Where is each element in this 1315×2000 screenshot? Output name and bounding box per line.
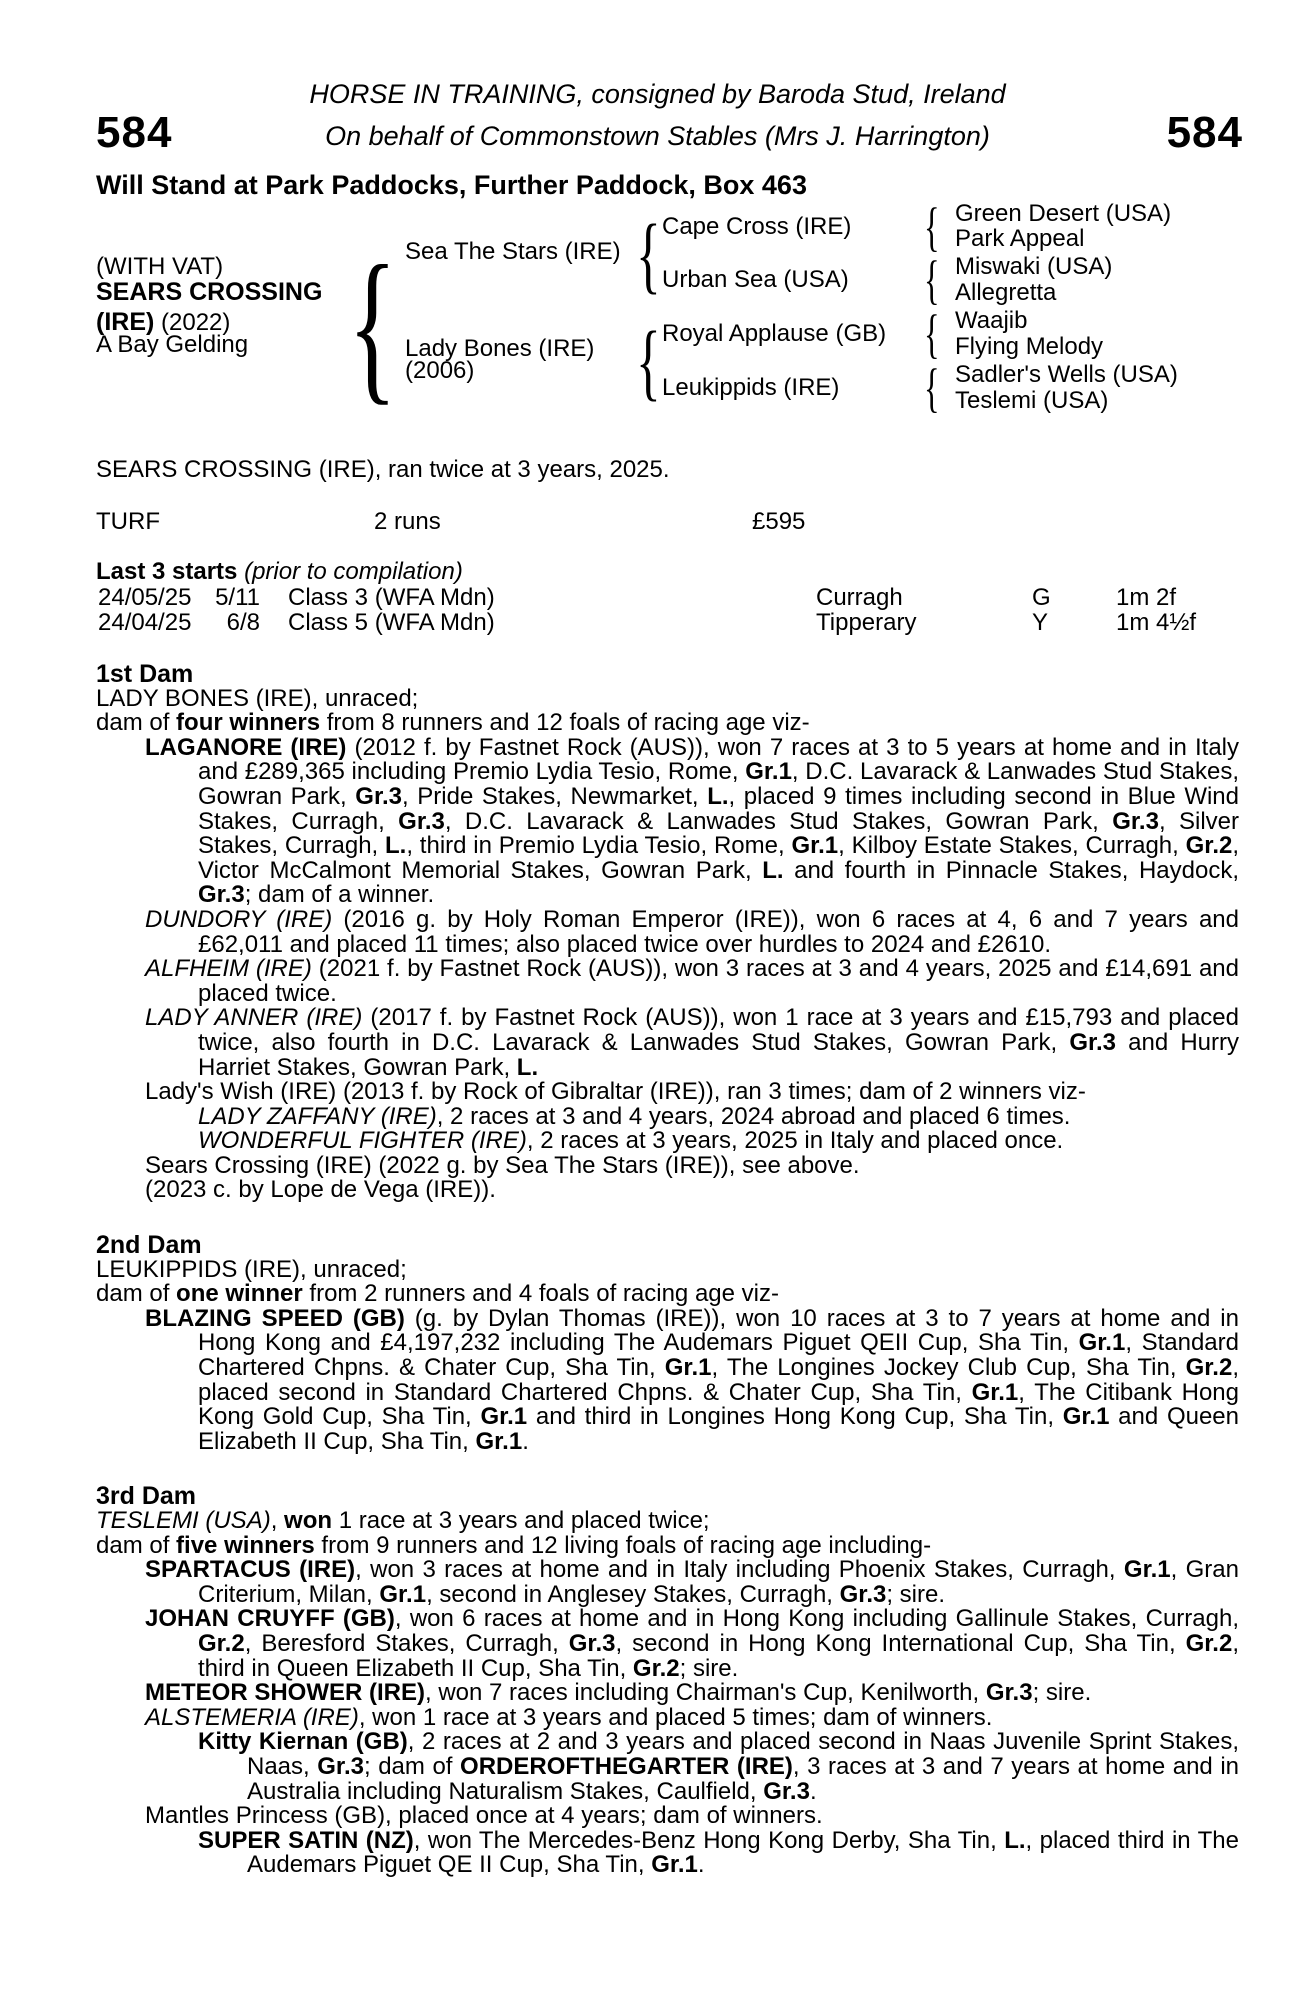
text-segment: . bbox=[809, 1777, 817, 1805]
text-segment: , Beresford Stakes, Curragh, bbox=[244, 1629, 569, 1657]
dam-intro-line bbox=[96, 711, 1239, 736]
text-segment: and third in Longines Hong Kong Cup, Sha Tin, bbox=[527, 1403, 1063, 1431]
text-segment: (2017 f. by Fastnet Rock (AUS)), won 1 race at 3 years and £15,793 and placed twice, also fourth in D.C. Lavarack & Lanwades Stud Stakes, Gowran Park, bbox=[198, 1004, 1240, 1056]
race-stats-row bbox=[96, 510, 1239, 535]
vat-note: (WITH VAT) bbox=[96, 253, 224, 280]
gen3-brace-3: { bbox=[924, 304, 940, 364]
text-segment: ; dam of a winner. bbox=[244, 881, 435, 909]
text-segment: Sears Crossing (IRE) (2022 g. by Sea The Stars (IRE)), see above. bbox=[145, 1151, 860, 1179]
dam-section bbox=[96, 662, 1239, 1203]
text-segment: , 2 races at 3 and 4 years, 2024 abroad and placed 6 times. bbox=[436, 1102, 1071, 1130]
text-segment: Gr.2 bbox=[632, 1654, 680, 1682]
lot-number-left: 584 bbox=[96, 108, 173, 157]
last-starts-heading bbox=[96, 560, 463, 585]
race-going: Y bbox=[1032, 609, 1049, 636]
text-segment: Gr.2 bbox=[198, 1629, 245, 1657]
text-segment: Gr.3 bbox=[1069, 1028, 1117, 1056]
text-segment: from 8 runners and 12 foals of racing age viz- bbox=[320, 709, 810, 737]
text-segment: Gr.3 bbox=[1112, 807, 1159, 835]
text-segment: and Queen Elizabeth II Cup, Sha Tin, bbox=[198, 1403, 1240, 1455]
text-segment: Gr.3 bbox=[763, 1777, 810, 1805]
race-summary-line: SEARS CROSSING (IRE), ran twice at 3 years, 2025. bbox=[96, 456, 670, 483]
dam-heading: 2nd Dam bbox=[96, 1231, 202, 1260]
gen3-name: Miswaki (USA) bbox=[955, 253, 1113, 280]
stand-location-line: Will Stand at Park Paddocks, Further Paddock, Box 463 bbox=[96, 170, 807, 200]
text-segment: dam of bbox=[96, 709, 177, 737]
text-segment: Gr.1 bbox=[480, 1403, 528, 1431]
text-segment: Gr.1 bbox=[791, 832, 839, 860]
surface-label: TURF bbox=[96, 508, 160, 535]
gen3-brace-2: { bbox=[924, 250, 940, 310]
gen3-brace-4: { bbox=[924, 358, 940, 418]
text-segment: ; sire. bbox=[1032, 1679, 1092, 1707]
on-behalf-line: On behalf of Commonstown Stables (Mrs J. Harrington) bbox=[325, 121, 990, 151]
pedigree-entry bbox=[96, 1607, 1239, 1681]
text-segment: from 9 runners and 12 living foals of racing age including- bbox=[314, 1531, 932, 1559]
pedigree-entry bbox=[96, 1304, 1240, 1455]
text-segment: , won 3 races at home and in Italy including Phoenix Stakes, Curragh, bbox=[355, 1556, 1124, 1584]
text-segment: five winners bbox=[176, 1531, 315, 1559]
text-segment: from 2 runners and 4 foals of racing age viz- bbox=[302, 1280, 779, 1308]
text-segment: one winner bbox=[176, 1280, 303, 1308]
gen3-name: Flying Melody bbox=[955, 333, 1104, 360]
dam-heading: 3rd Dam bbox=[96, 1482, 197, 1511]
text-segment: Gr.1 bbox=[651, 1851, 698, 1879]
race-row bbox=[96, 611, 1239, 636]
text-segment: LADY ZAFFANY (IRE) bbox=[198, 1102, 437, 1130]
text-segment: L. bbox=[516, 1053, 539, 1081]
text-segment: JOHAN CRUYFF (GB) bbox=[145, 1605, 395, 1633]
text-segment: , placed second in Standard Chartered Chpns. & Chater Cup, Sha Tin, bbox=[198, 1354, 1239, 1406]
text-segment: ORDEROFTHEGARTER (IRE) bbox=[460, 1752, 793, 1780]
text-segment: ; dam of bbox=[363, 1752, 461, 1780]
horse-year: (2022) bbox=[161, 309, 231, 336]
dam-intro-line bbox=[96, 1509, 1239, 1534]
text-segment: Gr.1 bbox=[1123, 1556, 1171, 1584]
text-segment: dam of bbox=[96, 1280, 177, 1308]
gen2-dam-dam: Leukippids (IRE) bbox=[662, 374, 840, 401]
gen3-name: Park Appeal bbox=[955, 225, 1085, 252]
text-segment: Gr.2 bbox=[1185, 1629, 1233, 1657]
text-segment: , won 1 race at 3 years and placed 5 times; dam of winners. bbox=[358, 1703, 993, 1731]
text-segment: Mantles Princess (GB), placed once at 4 years; dam of winners. bbox=[145, 1802, 823, 1830]
pedigree-entry bbox=[96, 1730, 1239, 1804]
text-segment: L. bbox=[385, 832, 407, 860]
text-segment: Gr.3 bbox=[398, 807, 445, 835]
text-segment: Lady's Wish (IRE) (2013 f. by Rock of Gibraltar (IRE)), ran 3 times; dam of 2 winners viz- bbox=[145, 1078, 1086, 1106]
dam-section bbox=[96, 1484, 1239, 1878]
text-segment: LEUKIPPIDS (IRE), unraced; bbox=[96, 1255, 407, 1283]
text-segment: dam of bbox=[96, 1531, 177, 1559]
text-segment: , placed 9 times including second in Blue Wind Stakes, Curragh, bbox=[198, 782, 1239, 835]
text-segment: , Kilboy Estate Stakes, Curragh, bbox=[838, 832, 1186, 860]
text-segment: L. bbox=[707, 782, 729, 810]
text-segment: DUNDORY (IRE) bbox=[145, 905, 333, 933]
pedigree-entry bbox=[96, 1129, 1239, 1154]
gen3-brace-1: { bbox=[924, 197, 940, 257]
text-segment: . bbox=[697, 1851, 705, 1879]
text-segment: L. bbox=[762, 856, 784, 884]
race-course: Tipperary bbox=[816, 609, 917, 636]
text-segment: ; sire. bbox=[886, 1580, 946, 1608]
consignor-line: HORSE IN TRAINING, consigned by Baroda Stud, Ireland bbox=[309, 79, 1006, 109]
text-segment: TESLEMI (USA) bbox=[96, 1507, 271, 1534]
gen3-name: Sadler's Wells (USA) bbox=[955, 361, 1178, 388]
race-row bbox=[96, 586, 1239, 611]
dam-section bbox=[96, 1233, 1239, 1454]
pedigree-entry bbox=[96, 1151, 1239, 1179]
dam-name: Lady Bones (IRE) bbox=[405, 335, 595, 362]
text-segment: Gr.1 bbox=[1078, 1329, 1126, 1357]
race-date: 24/05/25 bbox=[98, 584, 192, 611]
gen3-name: Green Desert (USA) bbox=[955, 200, 1172, 227]
race-class: Class 5 (WFA Mdn) bbox=[288, 609, 495, 636]
text-segment: , 2 races at 2 and 3 years and placed second in Naas Juvenile Sprint Stakes, Naas, bbox=[247, 1728, 1239, 1780]
pedigree-entry bbox=[96, 1681, 1239, 1706]
text-segment: four winners bbox=[176, 709, 321, 737]
text-segment: and fourth in Pinnacle Stakes, Haydock, bbox=[783, 856, 1239, 884]
horse-name: SEARS CROSSING bbox=[96, 278, 323, 306]
race-dist: 1m 2f bbox=[1116, 584, 1177, 611]
text-segment: Gr.1 bbox=[475, 1427, 523, 1455]
race-pos: 5/11 bbox=[215, 584, 260, 611]
text-segment: , second in Anglesey Stakes, Curragh, bbox=[426, 1580, 840, 1608]
dam-intro-line bbox=[96, 684, 1239, 712]
race-rows bbox=[96, 586, 1239, 636]
pedigree-entry bbox=[96, 1703, 1239, 1731]
text-segment: (2021 f. by Fastnet Rock (AUS)), won 3 races at 3 and 4 years, 2025 and £14,691 and placed twice. bbox=[198, 955, 1240, 1007]
text-segment: Gr.2 bbox=[1185, 1354, 1233, 1382]
pedigree-entry bbox=[96, 905, 1240, 958]
dam-brace: { bbox=[636, 313, 661, 409]
dam-intro-line bbox=[96, 1282, 1239, 1307]
text-segment: (2016 g. by Holy Roman Emperor (IRE)), won 6 races at 4, 6 and 7 years and £62,011 and placed 11 times; also placed twice over hurdles to 2024 and £2610. bbox=[198, 905, 1240, 958]
text-segment: , D.C. Lavarack & Lanwades Stud Stakes, Gowran Park, bbox=[198, 758, 1239, 810]
gen3-name: Waajib bbox=[955, 307, 1028, 334]
text-segment: , 3 races at 3 and 7 years at home and in Australia including Naturalism Stakes, Caulfield, bbox=[247, 1752, 1240, 1805]
text-segment: , Pride Stakes, Newmarket, bbox=[401, 782, 708, 810]
text-segment: 1 race at 3 years and placed twice; bbox=[332, 1507, 710, 1534]
horse-description: A Bay Gelding bbox=[96, 331, 249, 358]
runs-count: 2 runs bbox=[374, 508, 441, 535]
text-segment: SPARTACUS (IRE) bbox=[145, 1556, 356, 1584]
text-segment: Gr.3 bbox=[985, 1679, 1033, 1707]
text-segment: Gr.3 bbox=[355, 782, 402, 810]
text-segment: , bbox=[270, 1507, 285, 1534]
text-segment: , Silver Stakes, Curragh, bbox=[198, 807, 1239, 860]
text-segment: , third in Premio Lydia Tesio, Rome, bbox=[406, 832, 792, 860]
text-segment: . bbox=[522, 1427, 529, 1455]
text-segment: Gr.3 bbox=[317, 1752, 364, 1780]
dam-heading: 1st Dam bbox=[96, 660, 194, 688]
text-segment: (2012 f. by Fastnet Rock (AUS)), won 7 races at 3 to 5 years at home and in Italy and £289,365 including Premio Lydia Tesio, Rome, bbox=[198, 733, 1239, 786]
race-pos: 6/8 bbox=[226, 609, 260, 636]
text-segment: Gr.1 bbox=[971, 1378, 1019, 1406]
pedigree-chart bbox=[96, 197, 1256, 432]
text-segment: Gr.3 bbox=[198, 881, 245, 909]
pedigree-entry bbox=[96, 1080, 1239, 1105]
gen2-sire-sire: Cape Cross (IRE) bbox=[662, 213, 852, 240]
race-going: G bbox=[1032, 584, 1051, 611]
text-segment: LADY ANNER (IRE) bbox=[145, 1004, 363, 1032]
text-segment: ; sire. bbox=[679, 1654, 739, 1682]
text-segment: , second in Hong Kong International Cup, Sha Tin, bbox=[615, 1629, 1186, 1657]
pedigree-entry bbox=[96, 1178, 1239, 1203]
text-segment: , placed third in The Audemars Piguet QE II Cup, Sha Tin, bbox=[247, 1826, 1239, 1879]
gen3-name: Allegretta bbox=[955, 279, 1057, 306]
pedigree-entry bbox=[96, 957, 1239, 1006]
text-segment: , Standard Chartered Chpns. & Chater Cup, Sha Tin, bbox=[198, 1329, 1239, 1382]
text-segment: LAGANORE (IRE) bbox=[145, 733, 347, 761]
text-segment: , 2 races at 3 years, 2025 in Italy and placed once. bbox=[526, 1127, 1064, 1155]
text-segment: Gr.2 bbox=[1185, 832, 1233, 860]
dam-year: (2006) bbox=[405, 357, 475, 384]
text-segment: , won 7 races including Chairman's Cup, Kenilworth, bbox=[425, 1679, 986, 1707]
text-segment: METEOR SHOWER (IRE) bbox=[145, 1679, 425, 1707]
text-segment: LADY BONES (IRE), unraced; bbox=[96, 684, 419, 712]
text-segment: WONDERFUL FIGHTER (IRE) bbox=[198, 1127, 527, 1155]
pedigree-entry bbox=[96, 1804, 1239, 1829]
text-segment: , Gran Criterium, Milan, bbox=[198, 1556, 1239, 1608]
text-segment: (2023 c. by Lope de Vega (IRE)). bbox=[145, 1176, 496, 1204]
dam-sections bbox=[96, 662, 1239, 1878]
text-segment: L. bbox=[1004, 1826, 1026, 1854]
last-starts-label: Last 3 starts bbox=[96, 558, 238, 585]
text-segment: Gr.3 bbox=[839, 1580, 887, 1608]
text-segment: (g. by Dylan Thomas (IRE)), won 10 races at 3 to 7 years at home and in Hong Kong and £4,197,232 including The Audemars Piguet QEII Cup, Sha Tin, bbox=[198, 1304, 1239, 1357]
text-segment: and Hurry Harriet Stakes, Gowran Park, bbox=[198, 1028, 1239, 1081]
pedigree-entry bbox=[96, 1558, 1239, 1607]
text-segment: Gr.1 bbox=[664, 1354, 712, 1382]
text-segment: , The Longines Jockey Club Cup, Sha Tin, bbox=[711, 1354, 1186, 1382]
sire-name: Sea The Stars (IRE) bbox=[405, 238, 621, 265]
text-segment: , won 6 races at home and in Hong Kong including Gallinule Stakes, Curragh, bbox=[394, 1605, 1240, 1633]
text-segment: , won The Mercedes-Benz Hong Kong Derby, Sha Tin, bbox=[413, 1826, 1005, 1854]
pedigree-entry bbox=[96, 733, 1240, 909]
text-segment: ALFHEIM (IRE) bbox=[145, 955, 312, 983]
text-segment: , The Citibank Hong Kong Gold Cup, Sha Tin, bbox=[198, 1378, 1239, 1431]
lot-number-right: 584 bbox=[1166, 108, 1243, 157]
horse-suffix: (IRE) bbox=[96, 308, 155, 336]
race-dist: 1m 4½f bbox=[1116, 609, 1197, 636]
dam-intro-line bbox=[96, 1531, 1239, 1559]
text-segment: Gr.1 bbox=[379, 1580, 427, 1608]
text-segment: , Victor McCalmont Memorial Stakes, Gowran Park, bbox=[198, 832, 1240, 884]
gen2-dam-sire: Royal Applause (GB) bbox=[662, 320, 887, 347]
dam-intro-line bbox=[96, 1255, 1239, 1283]
sire-brace: { bbox=[636, 206, 661, 302]
text-segment: Gr.1 bbox=[745, 758, 792, 786]
gen2-sire-dam: Urban Sea (USA) bbox=[662, 266, 849, 293]
pedigree-main-brace: { bbox=[348, 231, 397, 419]
text-segment: ALSTEMERIA (IRE) bbox=[145, 1703, 359, 1731]
text-segment: , third in Queen Elizabeth II Cup, Sha Tin, bbox=[198, 1629, 1239, 1682]
text-segment: Kitty Kiernan (GB) bbox=[198, 1728, 408, 1756]
text-segment: SUPER SATIN (NZ) bbox=[198, 1826, 414, 1854]
text-segment: , D.C. Lavarack & Lanwades Stud Stakes, Gowran Park, bbox=[444, 807, 1113, 835]
text-segment: won bbox=[284, 1507, 333, 1534]
race-date: 24/04/25 bbox=[98, 609, 192, 636]
race-course: Curragh bbox=[816, 584, 903, 611]
pedigree-entry bbox=[96, 1102, 1239, 1130]
text-segment: Gr.3 bbox=[568, 1629, 616, 1657]
race-class: Class 3 (WFA Mdn) bbox=[288, 584, 495, 611]
text-segment: Gr.1 bbox=[1062, 1403, 1110, 1431]
text-segment: BLAZING SPEED (GB) bbox=[145, 1304, 405, 1332]
pedigree-entry bbox=[96, 1826, 1239, 1879]
earnings-value: £595 bbox=[752, 508, 806, 535]
last-starts-note: (prior to compilation) bbox=[237, 558, 463, 585]
gen3-name: Teslemi (USA) bbox=[955, 387, 1109, 414]
pedigree-entry bbox=[96, 1006, 1239, 1080]
